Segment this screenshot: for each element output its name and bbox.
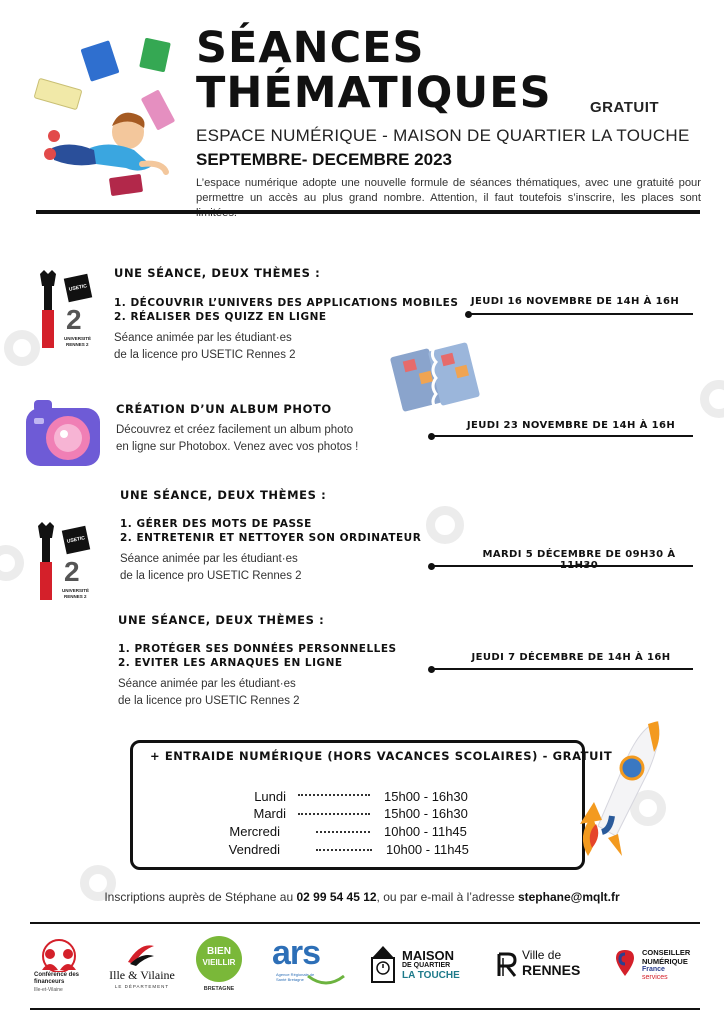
usetic-badge [62, 526, 90, 554]
ille-vilaine-mark-icon [126, 942, 156, 966]
intro-text: L’espace numérique adopte une nouvelle formule de séances thématiques, avec une gratuité pour permettre un accès au plus grand nombre. Attention, il faut toutefois s’inscrire, les places sont [196, 177, 701, 204]
logo-conference-financeurs [30, 938, 88, 994]
blue-book-icon [80, 40, 119, 82]
location-pin-icon [614, 948, 636, 978]
yellow-book-icon [34, 78, 82, 109]
schedule-day: Vendredi [228, 842, 280, 857]
contact-line [0, 890, 724, 904]
session-2-heading: CRÉATION D’UN ALBUM PHOTO [116, 402, 332, 416]
bien-sub: BRETAGNE [203, 986, 235, 992]
contact-phone[interactable]: 02 99 54 45 12 [296, 890, 377, 904]
rennes-r-icon [496, 952, 518, 978]
logo-ars [272, 934, 348, 990]
tulip-figure-icon [38, 270, 58, 350]
session-3-desc-1: Séance animée par les étudiant·es [120, 553, 298, 565]
camera-icon [24, 398, 102, 468]
schedule-time: 15h00 - 16h30 [384, 806, 468, 821]
title-line-2: THÉMATIQUES [196, 68, 552, 118]
session-4-desc-2: de la licence pro USETIC Rennes 2 [118, 695, 300, 707]
usetic-badge-text: USETIC [66, 535, 86, 545]
rennes2-logo [34, 522, 94, 602]
bien-vieillir-circle [196, 936, 242, 982]
logo-ille-vilaine [106, 942, 178, 994]
decor-ring [4, 330, 40, 366]
gratuit-label: GRATUIT [590, 99, 660, 116]
contact-email[interactable]: stephane@mqlt.fr [517, 890, 620, 904]
ille-sub: LE DÉPARTEMENT [114, 984, 170, 989]
session-4-desc-1: Séance animée par les étudiant·es [118, 678, 296, 690]
session-3-heading: UNE SÉANCE, DEUX THÈMES : [120, 488, 327, 502]
schedule-day: Mercredi [229, 824, 280, 839]
ille-label: Ille & Vilaine [109, 968, 175, 982]
bien-label: BIEN [207, 946, 231, 957]
logo-ville-rennes [496, 946, 580, 982]
session-3-topic-2: 2. ENTRETENIR ET NETTOYER SON ORDINATEUR [120, 532, 422, 544]
schedule-dots [298, 813, 370, 815]
session-1-desc-2: de la licence pro USETIC Rennes 2 [114, 349, 296, 361]
photo-album-icon [390, 342, 482, 418]
tulip-figure-icon [36, 522, 56, 602]
session-3-desc-2: de la licence pro USETIC Rennes 2 [120, 570, 302, 582]
ville-label-1: Ville de [522, 948, 562, 962]
schedule-row-mercredi [186, 824, 506, 840]
maison-label-3: LA TOUCHE [402, 970, 460, 981]
schedule-dots [316, 849, 372, 851]
usetic-badge-text: USETIC [68, 283, 88, 293]
rennes2-caption-1: UNIVERSITÉ [62, 588, 90, 593]
conference-sub: Ille-et-Vilaine [34, 987, 63, 993]
footer-divider-top [30, 922, 700, 924]
vieillir-label: VIEILLIR [202, 958, 236, 967]
title-line-1: SÉANCES [196, 23, 425, 73]
period: SEPTEMBRE- DECEMBRE 2023 [196, 150, 453, 169]
session-2-desc-2: en ligne sur Photobox. Venez avec vos photos ! [116, 441, 359, 453]
session-2-date-rule [431, 435, 693, 437]
logo-conseiller-numerique [614, 944, 704, 984]
schedule-day: Lundi [254, 789, 286, 804]
contact-prefix: Inscriptions auprès de Stéphane au [104, 890, 297, 904]
schedule-row-mardi [186, 806, 506, 822]
conseiller-label-3: France [642, 966, 665, 973]
reading-boy-illustration [30, 36, 190, 206]
session-4-date-rule [431, 668, 693, 670]
people-icon [30, 938, 88, 972]
logo-maison-quartier [368, 944, 468, 988]
rennes2-caption-1: UNIVERSITÉ [64, 336, 92, 341]
schedule-row-lundi [186, 789, 506, 805]
session-1-topic-1: 1. DÉCOUVRIR L’UNIVERS DES APPLICATIONS MOBILES [114, 297, 459, 309]
rennes2-caption-2: RENNES 2 [66, 342, 89, 347]
session-4-heading: UNE SÉANCE, DEUX THÈMES : [118, 613, 325, 627]
rennes2-logo [36, 270, 96, 350]
rennes2-number: 2 [64, 556, 80, 587]
pink-book-icon [141, 89, 176, 130]
red-book-icon [109, 174, 143, 196]
ars-sub: Agence Régionale de Santé Bretagne [276, 972, 315, 982]
conseiller-label-4: services [642, 974, 668, 981]
session-3-topic-1: 1. GÉRER DES MOTS DE PASSE [120, 518, 312, 530]
session-2-date: JEUDI 23 NOVEMBRE DE 14H À 16H [466, 420, 676, 431]
session-1-topic-2: 2. RÉALISER DES QUIZZ EN LIGNE [114, 311, 327, 323]
session-3-date-rule [431, 565, 693, 567]
schedule-dots [316, 831, 370, 833]
schedule-time: 10h00 - 11h45 [384, 824, 467, 839]
schedule-time: 15h00 - 16h30 [384, 789, 468, 804]
entraide-title: + ENTRAIDE NUMÉRIQUE (HORS VACANCES SCOLAIRES) - GRATUIT [150, 749, 613, 763]
session-1-date: JEUDI 16 NOVEMBRE DE 14H À 16H [470, 296, 680, 307]
decor-ring [426, 506, 464, 544]
ars-swoosh-icon [306, 974, 346, 986]
conference-label: Conférence des financeurs [34, 972, 80, 985]
ville-label-2: RENNES [522, 962, 581, 978]
session-1-desc-1: Séance animée par les étudiant·es [114, 332, 292, 344]
decor-ring [700, 380, 724, 418]
subtitle: ESPACE NUMÉRIQUE - MAISON DE QUARTIER LA TOUCHE [196, 126, 690, 145]
decor-ring [0, 545, 24, 581]
session-4-date: JEUDI 7 DÉCEMBRE DE 14H À 16H [471, 652, 671, 663]
clock-tower-icon [368, 944, 398, 984]
session-2-desc-1: Découvrez et créez facilement un album photo [116, 424, 354, 436]
session-1-heading: UNE SÉANCE, DEUX THÈMES : [114, 266, 321, 280]
rennes2-number: 2 [66, 304, 82, 335]
logo-bien-vieillir [194, 936, 244, 996]
ars-label: ars [272, 934, 321, 972]
schedule-dots [298, 794, 370, 796]
rocket-icon [558, 716, 668, 864]
schedule-row-vendredi [186, 842, 506, 858]
schedule-day: Mardi [253, 806, 286, 821]
page-title [196, 23, 552, 118]
schedule-time: 10h00 - 11h45 [386, 842, 469, 857]
maison-label-1: MAISON [402, 948, 454, 963]
green-book-icon [139, 38, 171, 73]
header-divider [36, 210, 700, 214]
rennes2-caption-2: RENNES 2 [64, 594, 87, 599]
session-3-date: MARDI 5 DÉCEMBRE DE 09H30 À [482, 549, 676, 560]
contact-middle: , ou par e-mail à l’adresse [376, 890, 518, 904]
conseiller-label-1: CONSEILLER [642, 948, 691, 957]
session-4-topic-2: 2. EVITER LES ARNAQUES EN LIGNE [118, 657, 343, 669]
conseiller-label-2: NUMÉRIQUE [642, 957, 688, 966]
maison-label-2: DE QUARTIER [402, 962, 451, 969]
footer-divider-bottom [30, 1008, 700, 1010]
session-4-topic-1: 1. PROTÉGER SES DONNÉES PERSONNELLES [118, 643, 397, 655]
session-1-date-rule [468, 313, 693, 315]
usetic-badge [64, 274, 92, 302]
